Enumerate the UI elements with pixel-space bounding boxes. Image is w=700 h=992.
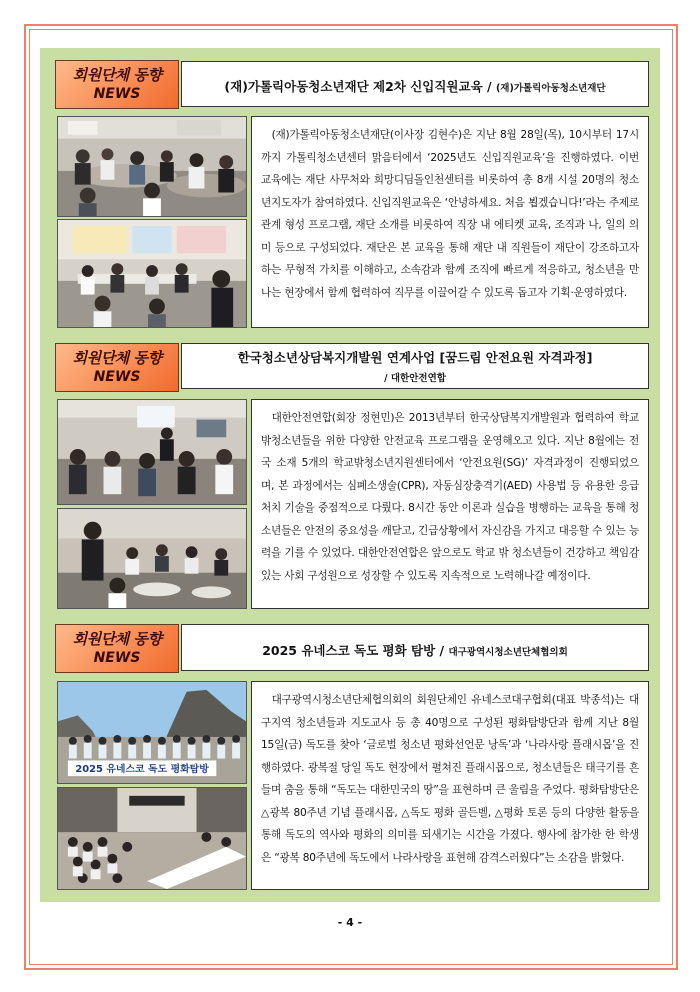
photo-training-1 [57, 116, 247, 217]
badge-line2: NEWS [93, 369, 141, 385]
title-separator: / [384, 373, 391, 384]
section-title: (재)가톨릭아동청소년재단 제2차 신입직원교육 [224, 79, 483, 94]
badge-line1: 회원단체 동향 [72, 630, 162, 648]
section-org: 대한안전연합 [390, 373, 446, 384]
photo-safety-2 [57, 508, 247, 609]
section-title-box [181, 624, 649, 671]
section-org: 대구광역시청소년단체협의회 [448, 647, 568, 658]
news-badge [55, 60, 179, 109]
photo-dokdo-2 [57, 787, 247, 890]
article-body-2: 대한안전연합(회장 정현민)은 2013년부터 한국상담복지개발원과 협력하여 학교밖청소년들을 위한 다양한 안전교육 프로그램을 운영해오고 있다. 지난 8월에는 전국 소재 5개의 학교밖청소년지원센터에서 ‘안전요원(SG)’ 자격과정이 진행되었으며, 본 과정에서는 심폐소생술(CPR), 자동심장충격기(AED) 사용법 등 유용한 응급처치 기술을 중점적으로 다뤘다. 8시간 동안 이론과 실습을 병행하는 교육을 통해 청소년들은 안전의 중요성을 깨닫고, 긴급상황에서 자신감을 가지고 대응할 수 있는 능력을 기를 수 있었다. 대한안전연합은 앞으로도 학교 밖 청소년들이 건강하고 책임감 있는 사회 구성원으로 성장할 수 있도록 지속적으로 노력해나갈 예정이다. [251, 399, 649, 609]
section-title: 한국청소년상담복지개발원 연계사업 [꿈드림 안전요원 자격과정] [237, 350, 593, 365]
page-number: - 4 - [337, 916, 363, 929]
badge-line2: NEWS [93, 650, 141, 666]
title-separator: / [435, 643, 449, 658]
section-org: (재)가톨릭아동청소년재단 [495, 83, 606, 94]
photo-dokdo-1 [57, 681, 247, 784]
section-title-box [181, 343, 649, 389]
news-badge [55, 624, 179, 673]
badge-line1: 회원단체 동향 [72, 66, 162, 84]
banner-text: 2025 유네스코 독도 평화탐방 [75, 764, 209, 776]
title-separator: / [482, 79, 496, 94]
news-badge [55, 343, 179, 392]
photo-safety-1 [57, 399, 247, 505]
article-body-3: 대구광역시청소년단체협의회의 회원단체인 유네스코대구협회(대표 박종석)는 대구지역 청소년들과 지도교사 등 총 40명으로 구성된 평화탐방단과 함께 지난 8월 15일(금) 독도를 찾아 ‘글로벌 청소년 평화선언문 낭독’과 ‘나라사랑 플래시몹’을 진행하였다. 광복절 당일 독도 현장에서 펼쳐진 플래시몹으로, 청소년들은 태극기를 흔들며 춤을 통해 “독도는 대한민국의 땅”을 표현하며 큰 울림을 주었다. 평화탐방단은 △광복 80주년 기념 플래시몹, △독도 평화 골든벨, △평화 토론 등의 다양한 활동을 통해 독도의 역사와 평화의 의미를 되새기는 시간을 가졌다. 행사에 참가한 한 학생은 “광복 80주년에 독도에서 나라사랑을 표현해 감격스러웠다”는 소감을 밝혔다. [251, 681, 649, 890]
article-body-1: (재)가톨릭아동청소년재단(이사장 김현수)은 지난 8월 28일(목), 10시부터 17시까지 가톨릭청소년센터 맑음터에서 ‘2025년도 신입직원교육’을 진행하였다. 이번 교육에는 재단 사무처와 희망디딤돌인천센터를 비롯하여 총 8개 시설 20명의 청소년지도자가 참여하였다. 신입직원교육은 ‘안녕하세요. 처음 뵙겠습니다!’라는 주제로 관계 형성 프로그램, 재단 소개를 비롯하여 직장 내 에티켓 교육, 조직과 나, 일의 의미 등으로 구성되었다. 재단은 본 교육을 통해 재단 내 직원들이 재단이 강조하고자 하는 무형적 가치를 이해하고, 소속감과 함께 조직에 빠르게 적응하고, 청소년을 만나는 현장에서 함께 협력하여 직무를 이끌어갈 수 있도록 돕고자 기획·운영하였다. [251, 116, 649, 328]
section-title-box [181, 61, 649, 107]
section-title: 2025 유네스코 독도 평화 탐방 [262, 643, 436, 658]
photo-training-2 [57, 219, 247, 328]
badge-line1: 회원단체 동향 [72, 349, 162, 367]
badge-line2: NEWS [93, 86, 141, 102]
